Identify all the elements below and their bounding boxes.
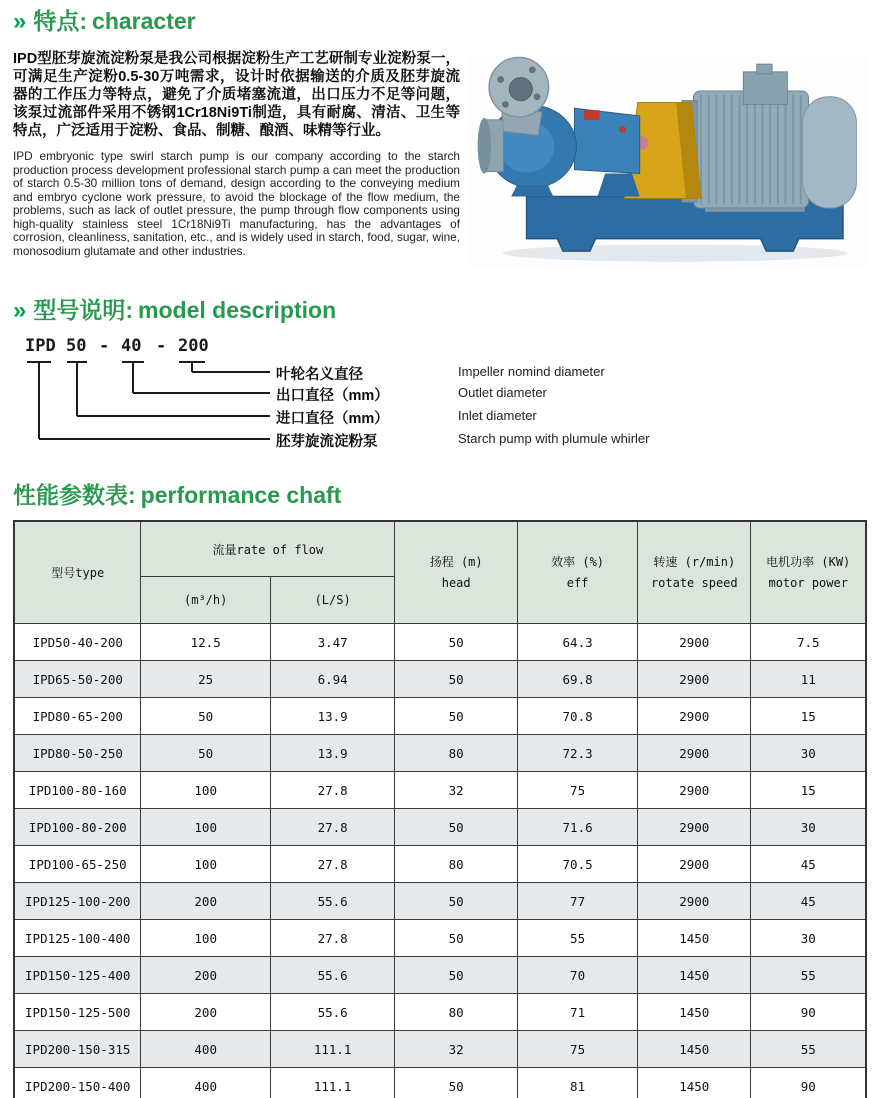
cell-value: 80 — [395, 994, 518, 1031]
code-part-outlet: 40 — [121, 336, 142, 356]
cell-value: 45 — [751, 883, 866, 920]
diagram-label-en: Inlet diameter — [458, 408, 537, 423]
section-model-title-zh: 型号说明: — [33, 297, 134, 323]
cell-value: 50 — [395, 698, 518, 735]
section-model-title-en: model description — [138, 297, 337, 323]
cell-value: 50 — [395, 957, 518, 994]
cell-value: 55.6 — [270, 957, 394, 994]
table-row — [14, 1068, 866, 1098]
section-model — [13, 295, 867, 462]
diagram-label-zh: 胚芽旋流淀粉泵 — [276, 434, 378, 450]
cell-value: 200 — [141, 957, 271, 994]
character-text-column — [13, 50, 460, 273]
cell-value: 2900 — [638, 624, 751, 661]
col-header-power — [751, 521, 866, 624]
cell-value: 1450 — [638, 957, 751, 994]
cell-value: 75 — [518, 1031, 638, 1068]
cell-value: 70.8 — [518, 698, 638, 735]
cell-model: IPD50-40-200 — [14, 624, 141, 661]
col-header-flow-ls: (L/S) — [270, 577, 394, 624]
paragraph-chinese: IPD型胚芽旋流淀粉泵是我公司根据淀粉生产工艺研制专业淀粉泵一，可满足生产淀粉0.5-30万吨需求，设计时依据输送的介质及胚芽旋流器的工作压力等特点，避免了介质堵塞流道，出口压力不足等问题，该泵过流部件采用不锈钢1Cr18Ni9Ti制造，具有耐腐、清洁、卫生等特点，广泛适用于淀粉、食品、制糖、酿酒、味精等行业。 — [13, 51, 460, 139]
col-header-head-zh: 扬程 (m) — [429, 555, 483, 569]
table-row — [14, 883, 866, 920]
cell-value: 200 — [141, 883, 271, 920]
cell-model: IPD80-65-200 — [14, 698, 141, 735]
diagram-label-en: Outlet diameter — [458, 385, 547, 400]
cell-value: 6.94 — [270, 661, 394, 698]
table-row — [14, 698, 866, 735]
cell-value: 32 — [395, 772, 518, 809]
cell-value: 50 — [395, 920, 518, 957]
cell-value: 30 — [751, 735, 866, 772]
cell-value: 27.8 — [270, 846, 394, 883]
cell-model: IPD125-100-200 — [14, 883, 141, 920]
cell-value: 50 — [141, 698, 271, 735]
cell-value: 45 — [751, 846, 866, 883]
cell-model: IPD80-50-250 — [14, 735, 141, 772]
cell-value: 70 — [518, 957, 638, 994]
col-header-flow-group: 流量rate of flow — [141, 521, 395, 577]
performance-table-body — [14, 624, 866, 1098]
cell-value: 2900 — [638, 846, 751, 883]
cell-value: 30 — [751, 920, 866, 957]
cell-value: 27.8 — [270, 772, 394, 809]
cell-model: IPD150-125-500 — [14, 994, 141, 1031]
table-row — [14, 920, 866, 957]
code-part-impeller: 200 — [178, 336, 209, 356]
col-header-eff-en: eff — [566, 576, 589, 590]
cell-value: 111.1 — [270, 1068, 394, 1098]
cell-value: 100 — [141, 920, 271, 957]
diagram-label-zh: 进口直径（mm） — [276, 411, 389, 427]
cell-value: 11 — [751, 661, 866, 698]
col-header-head-en: head — [441, 576, 471, 590]
cell-value: 80 — [395, 735, 518, 772]
cell-value: 100 — [141, 772, 271, 809]
cell-value: 111.1 — [270, 1031, 394, 1068]
col-header-flow-m3h: (m³/h) — [141, 577, 271, 624]
cell-value: 50 — [395, 624, 518, 661]
cell-value: 50 — [395, 883, 518, 920]
cell-value: 2900 — [638, 735, 751, 772]
diagram-label-en: Impeller nomind diameter — [458, 364, 605, 379]
cell-value: 71.6 — [518, 809, 638, 846]
cell-value: 71 — [518, 994, 638, 1031]
cell-model: IPD125-100-400 — [14, 920, 141, 957]
character-body — [13, 50, 867, 273]
table-row — [14, 1031, 866, 1068]
cell-value: 55 — [751, 1031, 866, 1068]
table-row — [14, 735, 866, 772]
cell-value: 72.3 — [518, 735, 638, 772]
cell-value: 2900 — [638, 883, 751, 920]
paragraph-english: IPD embryonic type swirl starch pump is our company according to the starch production process development professional starch pump a can meet the production of starch 0.5-30 million tons of demand, design according to the conveying medium and embryo cyclone work pressure, to avoid the blockage of the flow medium, the problems, such as lack of outlet pressure, the pump through flow components using high-quality stainless steel 1Cr18Ni9Ti manufacturing, has the advantages of corrosion, cleanliness, sanitation, etc., and is widely used in starch, food, sugar, wine, monosodium glutamate and other industries. — [13, 149, 460, 258]
section-model-heading — [13, 295, 867, 326]
pump-photo — [469, 50, 867, 273]
cell-model: IPD100-80-160 — [14, 772, 141, 809]
cell-value: 55.6 — [270, 994, 394, 1031]
cell-model: IPD200-150-400 — [14, 1068, 141, 1098]
chevron-marker-icon: » — [13, 8, 27, 35]
cell-value: 100 — [141, 846, 271, 883]
cell-value: 50 — [395, 1068, 518, 1098]
code-part-inlet: 50 — [66, 336, 87, 356]
model-code-diagram — [13, 332, 867, 462]
diagram-label-zh: 出口直径（mm） — [276, 388, 389, 404]
cell-value: 80 — [395, 846, 518, 883]
cell-value: 30 — [751, 809, 866, 846]
cell-value: 81 — [518, 1068, 638, 1098]
col-header-type: 型号type — [14, 521, 141, 624]
cell-value: 13.9 — [270, 735, 394, 772]
cell-value: 25 — [141, 661, 271, 698]
cell-value: 400 — [141, 1068, 271, 1098]
section-character-title-zh: 特点: — [33, 8, 88, 34]
code-separator: - — [99, 336, 110, 356]
col-header-speed — [638, 521, 751, 624]
code-part-series: IPD — [25, 336, 56, 356]
table-row — [14, 994, 866, 1031]
col-header-eff-zh: 效率 (%) — [551, 555, 605, 569]
section-performance-title-en: performance chaft — [140, 482, 342, 508]
cell-value: 77 — [518, 883, 638, 920]
cell-value: 1450 — [638, 920, 751, 957]
cell-value: 50 — [395, 661, 518, 698]
cell-value: 50 — [141, 735, 271, 772]
col-header-head — [395, 521, 518, 624]
cell-model: IPD200-150-315 — [14, 1031, 141, 1068]
chevron-marker-icon: » — [13, 297, 27, 324]
cell-value: 90 — [751, 994, 866, 1031]
code-separator: - — [156, 336, 167, 356]
cell-value: 55 — [518, 920, 638, 957]
section-character-heading — [13, 6, 867, 37]
table-row — [14, 661, 866, 698]
cell-value: 27.8 — [270, 920, 394, 957]
section-performance — [13, 480, 867, 1098]
cell-value: 15 — [751, 772, 866, 809]
cell-value: 15 — [751, 698, 866, 735]
section-performance-title-zh: 性能参数表: — [13, 482, 136, 508]
cell-value: 2900 — [638, 698, 751, 735]
cell-value: 2900 — [638, 809, 751, 846]
section-character — [13, 6, 867, 273]
table-row — [14, 772, 866, 809]
cell-value: 100 — [141, 809, 271, 846]
cell-value: 200 — [141, 994, 271, 1031]
section-performance-heading — [13, 480, 867, 510]
cell-value: 55 — [751, 957, 866, 994]
col-header-eff — [518, 521, 638, 624]
pump-illustration — [469, 50, 867, 273]
cell-value: 2900 — [638, 772, 751, 809]
cell-value: 70.5 — [518, 846, 638, 883]
cell-value: 64.3 — [518, 624, 638, 661]
cell-value: 13.9 — [270, 698, 394, 735]
cell-value: 50 — [395, 809, 518, 846]
cell-value: 12.5 — [141, 624, 271, 661]
cell-value: 7.5 — [751, 624, 866, 661]
cell-model: IPD100-65-250 — [14, 846, 141, 883]
section-character-title-en: character — [92, 8, 196, 34]
col-header-power-zh: 电机功率 (KW) — [766, 555, 851, 569]
cell-value: 55.6 — [270, 883, 394, 920]
col-header-speed-en: rotate speed — [650, 576, 738, 590]
col-header-speed-zh: 转速 (r/min) — [653, 555, 736, 569]
diagram-label-en: Starch pump with plumule whirler — [458, 431, 650, 446]
cell-value: 90 — [751, 1068, 866, 1098]
table-row — [14, 624, 866, 661]
cell-value: 2900 — [638, 661, 751, 698]
cell-value: 1450 — [638, 1068, 751, 1098]
col-header-power-en: motor power — [768, 576, 848, 590]
cell-model: IPD65-50-200 — [14, 661, 141, 698]
cell-model: IPD100-80-200 — [14, 809, 141, 846]
cell-model: IPD150-125-400 — [14, 957, 141, 994]
table-row — [14, 957, 866, 994]
cell-value: 27.8 — [270, 809, 394, 846]
table-row — [14, 809, 866, 846]
performance-table — [13, 520, 867, 1098]
cell-value: 400 — [141, 1031, 271, 1068]
cell-value: 32 — [395, 1031, 518, 1068]
cell-value: 1450 — [638, 994, 751, 1031]
diagram-label-zh: 叶轮名义直径 — [276, 367, 363, 383]
cell-value: 1450 — [638, 1031, 751, 1068]
table-row — [14, 846, 866, 883]
cell-value: 69.8 — [518, 661, 638, 698]
cell-value: 3.47 — [270, 624, 394, 661]
cell-value: 75 — [518, 772, 638, 809]
